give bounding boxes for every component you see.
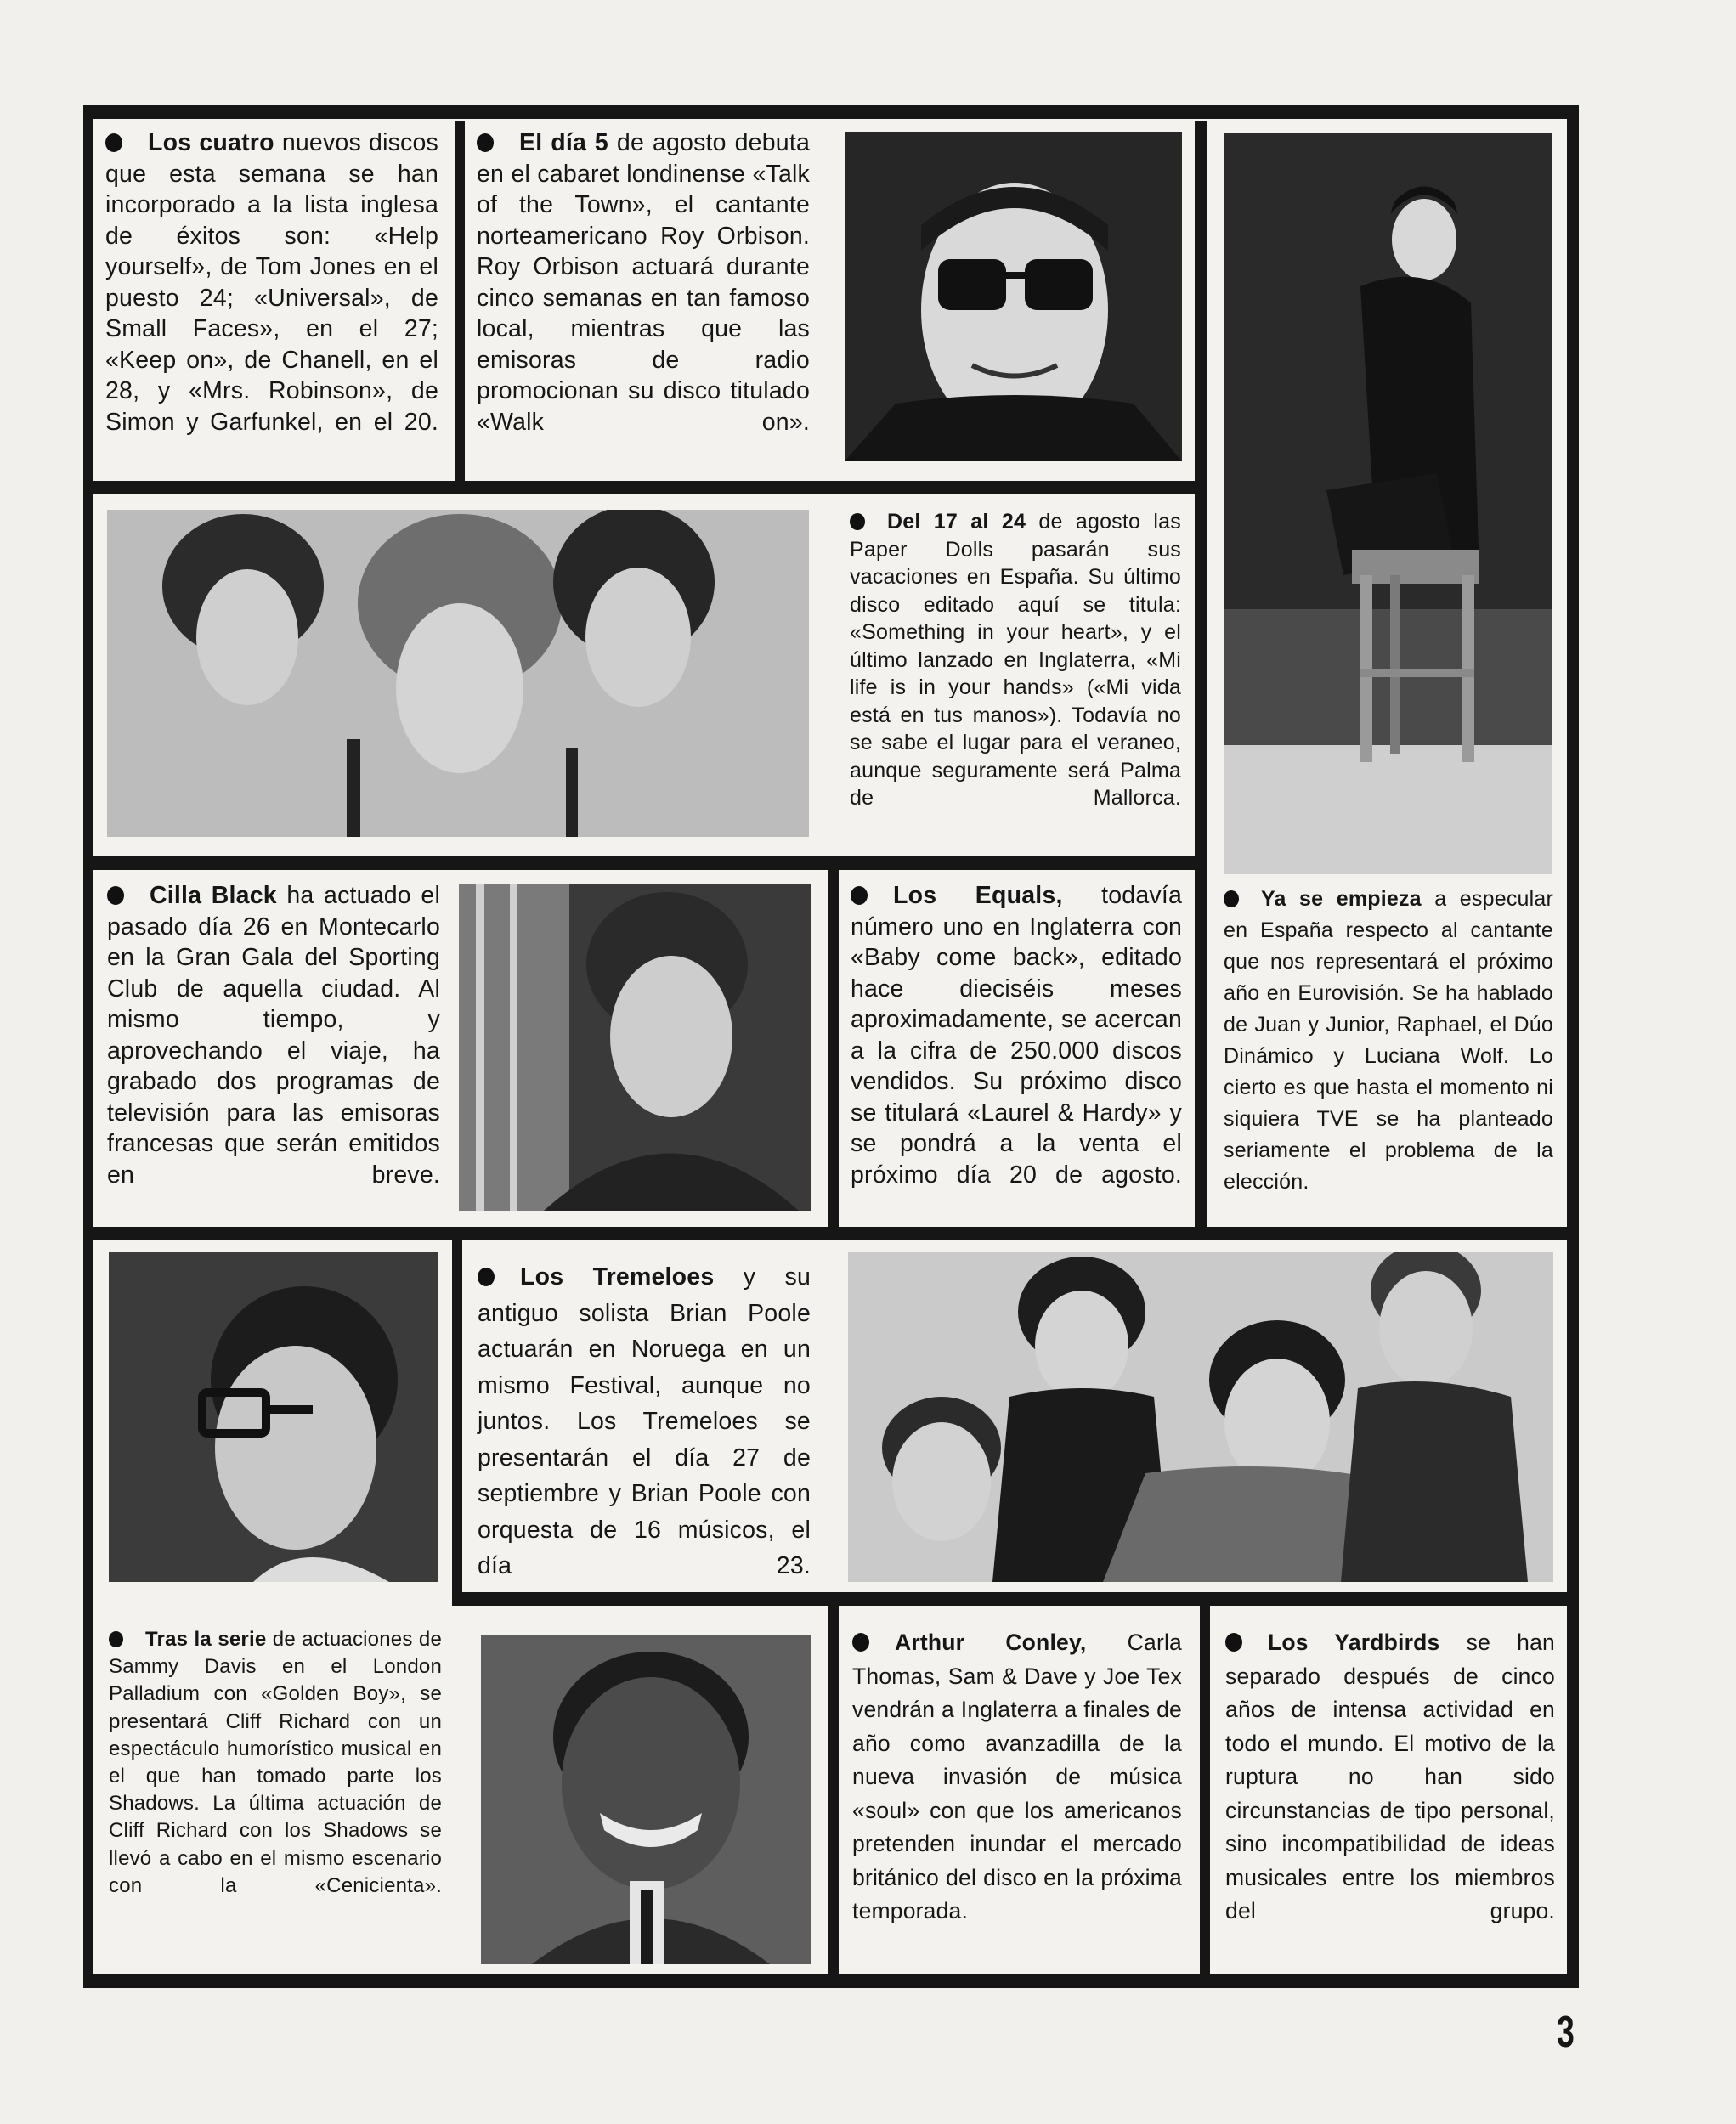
article-cilla-black: [107, 880, 440, 1190]
divider-row-4: [459, 1592, 1567, 1606]
article-cliff-richard: [109, 1626, 442, 1900]
article-body: y su antiguo solista Brian Poole actuarán en Noruega en un mismo Festival, aunque no juntos. Los Tremeloes se presentarán el día 27 de septiembre y Brian Poole con orquesta de 16 músicos, el día 23.: [478, 1263, 811, 1579]
article-lead: Arthur Conley,: [895, 1630, 1087, 1655]
photo-sammy-davis: [481, 1635, 811, 1964]
article-lead: El día 5: [519, 129, 608, 156]
article-lead: Los Equals,: [893, 882, 1063, 909]
article-lead: Los cuatro: [148, 129, 274, 156]
bullet-icon: [851, 886, 868, 905]
article-lead: Los Tremeloes: [520, 1263, 715, 1291]
bullet-icon: [109, 1631, 123, 1647]
divider-col-a: [455, 121, 465, 481]
divider-row-1: [93, 481, 1195, 494]
article-arthur-conley: [852, 1626, 1182, 1929]
article-body: de agosto debuta en el cabaret londinense «Talk of the Town», el cantante norteamericano Roy Orbison. Roy Orbison actuará durante cinco semanas en tan famoso local, mientras que las emisoras de radio promocionan su disco titulado «Walk on».: [477, 129, 810, 436]
article-body: a especular en España respecto al cantante que nos representará el próximo año en Eurovisión. Se ha hablado de Juan y Junior, Raphael, el Dúo Dinámico y Luciana Wolf. Lo cierto es que hasta el momento ni siquiera TVE se ha planteado seriamente el problema de la elección.: [1224, 887, 1554, 1194]
article-yardbirds: [1225, 1626, 1555, 1929]
bullet-icon: [107, 886, 124, 905]
bullet-icon: [850, 513, 865, 530]
photo-roy-orbison: [845, 132, 1182, 461]
photo-paper-dolls: [107, 510, 809, 837]
article-lead: Cilla Black: [150, 882, 277, 909]
bullet-icon: [477, 133, 494, 152]
article-los-cuatro: [105, 127, 438, 438]
article-body: ha actuado el pasado día 26 en Montecarlo en la Gran Gala del Sporting Club de aquella ciudad. Al mismo tiempo, y aprovechando el viaje, ha grabado dos programas de televisión para las emisoras francesas que serán emitidos en breve.: [107, 882, 440, 1189]
article-body: nuevos discos que esta semana se han incorporado a la lista inglesa de éxitos son: «Help yourself», de Tom Jones en el puesto 24; «Universal», de Small Faces», en el 27; «Keep on», de Chanell, en el 28, y «Mrs. Robinson», de Simon y Garfunkel, en el 20.: [105, 129, 439, 436]
bullet-icon: [852, 1633, 869, 1652]
divider-col-b: [1195, 121, 1207, 1227]
article-el-dia-5: [477, 127, 810, 438]
divider-col-e: [828, 1606, 839, 1976]
article-body: todavía número uno en Inglaterra con «Baby come back», editado hace dieciséis meses aproximadamente, se acercan a la cifra de 250.000 discos vendidos. Su próximo disco se titulará «Laurel & Hardy» y se pondrá a la venta el próximo día 20 de agosto.: [851, 882, 1183, 1189]
divider-col-d: [452, 1240, 462, 1606]
bullet-icon: [478, 1268, 495, 1286]
article-body: de agosto las Paper Dolls pasarán sus vacaciones en España. Su último disco editado aquí se titula: «Something in your heart», y el último lanzado en Inglaterra, «Mi life is in your hands» («Mi vida está en tus manos»). Todavía no se sabe el lugar para el veraneo, aunque seguramente será Palma de Mallorca.: [850, 510, 1181, 810]
divider-col-f: [1200, 1606, 1210, 1976]
divider-row-3: [93, 1227, 1567, 1240]
bullet-icon: [1224, 890, 1239, 907]
page-number: 3: [1557, 2008, 1575, 2057]
photo-cilla-black: [459, 884, 811, 1211]
article-lead: Del 17 al 24: [887, 510, 1026, 534]
photo-tremeloes: [848, 1252, 1553, 1582]
article-los-equals: [851, 880, 1182, 1190]
bullet-icon: [1225, 1633, 1242, 1652]
article-lead: Ya se empieza: [1261, 887, 1422, 911]
article-paper-dolls: [850, 508, 1181, 812]
article-lead: Los Yardbirds: [1268, 1630, 1440, 1655]
photo-cliff-richard: [109, 1252, 438, 1582]
article-tremeloes: [478, 1259, 811, 1585]
article-body: se han separado después de cinco años de intensa actividad en todo el mundo. El motivo de la ruptura no han sido circunstancias de tipo personal, sino incompatibilidad de ideas musicales entre los miembros del grupo.: [1225, 1630, 1555, 1923]
article-body: Carla Thomas, Sam & Dave y Joe Tex vendrán a Inglaterra a finales de año como avanzadilla de la nueva invasión de música «soul» con que los americanos pretenden inundar el mercado británico del disco en la próxima temporada.: [852, 1630, 1182, 1923]
article-body: de actuaciones de Sammy Davis en el London Palladium con «Golden Boy», se presentará Cliff Richard con un espectáculo humorístico musical en el que han tomado parte los Shadows. La última actuación de Cliff Richard con los Shadows se llevó a cabo en el mismo escenario con la «Cenicienta».: [109, 1628, 442, 1897]
photo-singer-on-stool: [1224, 133, 1552, 874]
article-eurovision: [1224, 884, 1553, 1198]
bullet-icon: [105, 133, 122, 152]
divider-col-c: [828, 870, 839, 1227]
divider-row-2: [93, 856, 1195, 870]
article-lead: Tras la serie: [145, 1628, 267, 1651]
